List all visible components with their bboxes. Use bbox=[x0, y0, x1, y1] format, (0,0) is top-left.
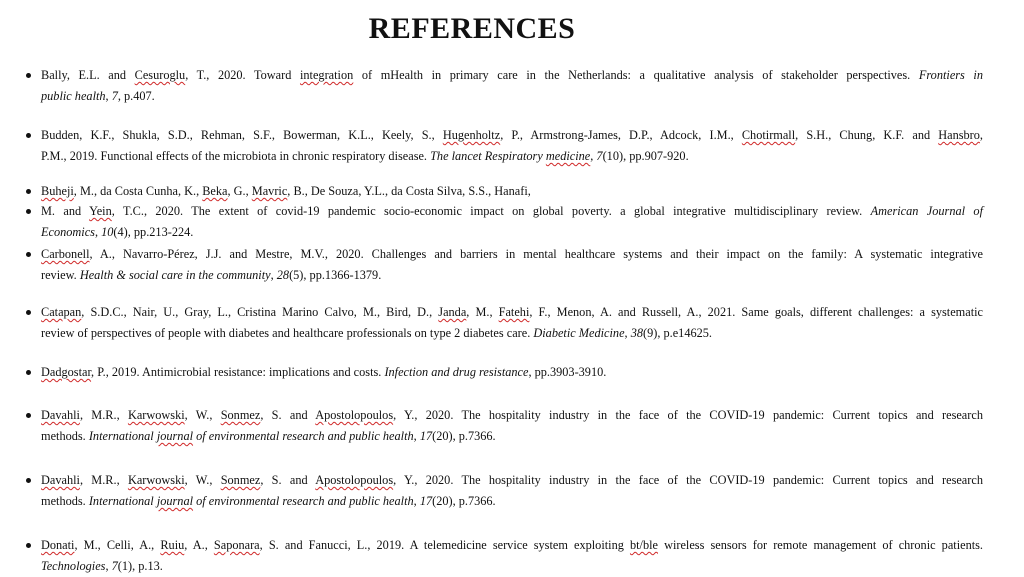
flagged-word: Catapan bbox=[41, 305, 82, 319]
text-run: , A., bbox=[184, 538, 214, 552]
flagged-word: Cesuroglu bbox=[134, 68, 186, 82]
text-run: 10 bbox=[101, 225, 114, 239]
text-run: , bbox=[105, 559, 112, 573]
text-run: 28 bbox=[276, 268, 290, 282]
text-run: Economics bbox=[41, 225, 95, 239]
flagged-word: Fatehi bbox=[498, 305, 530, 319]
flagged-word: Apostolopoulos bbox=[315, 473, 394, 487]
text-run: American Journal of bbox=[870, 204, 983, 218]
text-run: of environmental research and public health bbox=[193, 429, 414, 443]
reference-line bbox=[41, 470, 983, 491]
flagged-word: journal bbox=[156, 429, 194, 443]
text-run: of environmental research and public health bbox=[193, 494, 414, 508]
text-run: methods. bbox=[41, 494, 89, 508]
text-run: M. and bbox=[41, 204, 90, 218]
reference-line bbox=[41, 265, 983, 286]
text-run: of mHealth in primary care in the Netherlands: a qualitative analysis of stakeholder perspectives. bbox=[353, 68, 919, 82]
text-run: Diabetic Medicine bbox=[533, 326, 625, 340]
text-run: , bbox=[94, 225, 102, 239]
reference-line bbox=[41, 65, 983, 86]
text-run: , P., 2019. Antimicrobial resistance: implications and costs. bbox=[91, 365, 385, 379]
text-run: , B., De Souza, Y.L., da Costa Silva, S.S., Hanafi, bbox=[287, 184, 531, 198]
reference-item bbox=[41, 405, 983, 447]
text-run: , P., Armstrong-James, D.P., Adcock, I.M., bbox=[500, 128, 742, 142]
reference-item bbox=[41, 470, 983, 512]
flagged-word: Karwowski bbox=[127, 408, 185, 422]
text-run: , bbox=[624, 326, 631, 340]
text-run: review of perspectives of people with diabetes and healthcare professionals on type 2 diabetes care. bbox=[41, 326, 534, 340]
bullet-icon bbox=[26, 310, 31, 315]
text-run: The lancet Respiratory bbox=[430, 149, 546, 163]
text-run: , M.R., bbox=[79, 473, 128, 487]
text-run: 38 bbox=[630, 326, 643, 340]
bullet-icon bbox=[26, 252, 31, 257]
text-run: , M., bbox=[466, 305, 499, 319]
text-run: , T., 2020. Toward bbox=[185, 68, 300, 82]
text-run: public health bbox=[41, 89, 106, 103]
bullet-icon bbox=[26, 370, 31, 375]
text-run: Infection and drug resistance bbox=[384, 365, 529, 379]
text-run: review. bbox=[41, 268, 80, 282]
text-run: Health & social care in the community bbox=[79, 268, 271, 282]
flagged-word: Karwowski bbox=[127, 473, 185, 487]
reference-item bbox=[41, 65, 983, 107]
text-run: , bbox=[105, 89, 112, 103]
text-run: wireless sensors for remote management of chronic patients. bbox=[657, 538, 983, 552]
reference-line bbox=[41, 201, 983, 222]
text-run: (10), pp.907-920. bbox=[602, 149, 689, 163]
flagged-word: Davahli bbox=[41, 473, 80, 487]
text-run: , Y., 2020. The hospitality industry in the face of the COVID-19 pandemic: Current topics and research bbox=[393, 473, 983, 487]
text-run: , S. and bbox=[260, 473, 316, 487]
reference-line bbox=[41, 244, 983, 265]
bullet-icon bbox=[26, 133, 31, 138]
text-run: , W., bbox=[184, 408, 221, 422]
flagged-word: Chotirmall bbox=[741, 128, 796, 142]
flagged-word: Saponara bbox=[213, 538, 260, 552]
flagged-word: Hansbro bbox=[938, 128, 980, 142]
reference-line bbox=[41, 323, 983, 344]
flagged-word: Dadgostar bbox=[41, 365, 92, 379]
text-run: , bbox=[979, 128, 983, 142]
reference-line bbox=[41, 125, 983, 146]
reference-item bbox=[41, 125, 983, 167]
flagged-word: medicine bbox=[545, 149, 591, 163]
reference-line bbox=[41, 426, 983, 447]
flagged-word: Donati bbox=[41, 538, 75, 552]
flagged-word: Beka bbox=[202, 184, 228, 198]
text-run: 17 bbox=[419, 429, 433, 443]
text-run: , S.H., Chung, K.F. and bbox=[795, 128, 939, 142]
flagged-word: Carbonell bbox=[41, 247, 90, 261]
reference-line bbox=[41, 146, 983, 167]
flagged-word: journal bbox=[156, 494, 194, 508]
reference-line bbox=[41, 86, 983, 107]
reference-line bbox=[41, 181, 983, 202]
text-run: Bally, E.L. and bbox=[41, 68, 135, 82]
text-run: , bbox=[270, 268, 277, 282]
reference-line bbox=[41, 362, 983, 383]
reference-item bbox=[41, 362, 983, 383]
text-run: , F., Menon, A. and Russell, A., 2021. Same goals, different challenges: a systematic bbox=[529, 305, 983, 319]
text-run: , pp.3903-3910. bbox=[528, 365, 607, 379]
text-run: (4), pp.213-224. bbox=[113, 225, 194, 239]
flagged-word: bt/ble bbox=[629, 538, 658, 552]
text-run: , W., bbox=[184, 473, 221, 487]
text-run: , M., Celli, A., bbox=[74, 538, 161, 552]
flagged-word: Ruiu bbox=[160, 538, 185, 552]
text-run: , M.R., bbox=[79, 408, 128, 422]
flagged-word: integration bbox=[299, 68, 354, 82]
text-run: , S. and Fanucci, L., 2019. A telemedicine service system exploiting bbox=[259, 538, 630, 552]
bullet-icon bbox=[26, 543, 31, 548]
text-run: (20), p.7366. bbox=[432, 429, 496, 443]
text-run: , Y., 2020. The hospitality industry in the face of the COVID-19 pandemic: Current topics and research bbox=[393, 408, 983, 422]
reference-line bbox=[41, 491, 983, 512]
flagged-word: Sonmez bbox=[220, 408, 261, 422]
text-run: , T.C., 2020. The extent of covid-19 pandemic socio-economic impact on global poverty. a global integrative multidisciplinary review. bbox=[111, 204, 871, 218]
reference-line bbox=[41, 556, 983, 577]
text-run: 7 bbox=[111, 559, 118, 573]
reference-item bbox=[41, 201, 983, 243]
reference-item bbox=[41, 181, 983, 202]
flagged-word: Davahli bbox=[41, 408, 80, 422]
text-run: (1), p.13. bbox=[117, 559, 163, 573]
flagged-word: Mavric bbox=[251, 184, 288, 198]
bullet-icon bbox=[26, 73, 31, 78]
text-run: , M., da Costa Cunha, K., bbox=[73, 184, 203, 198]
text-run: 7 bbox=[111, 89, 118, 103]
text-run: 7 bbox=[596, 149, 603, 163]
text-run: International bbox=[88, 429, 157, 443]
reference-line bbox=[41, 535, 983, 556]
reference-item bbox=[41, 535, 983, 577]
flagged-word: Yein bbox=[89, 204, 112, 218]
text-run: P.M., 2019. Functional effects of the microbiota in chronic respiratory disease. bbox=[41, 149, 431, 163]
text-run: , bbox=[590, 149, 597, 163]
flagged-word: Sonmez bbox=[220, 473, 261, 487]
text-run: methods. bbox=[41, 429, 89, 443]
text-run: (5), pp.1366-1379. bbox=[289, 268, 382, 282]
text-run: 17 bbox=[419, 494, 433, 508]
reference-item bbox=[41, 244, 983, 286]
text-run: International bbox=[88, 494, 157, 508]
flagged-word: Apostolopoulos bbox=[315, 408, 394, 422]
page-title: REFERENCES bbox=[368, 12, 576, 45]
text-run: , S. and bbox=[260, 408, 316, 422]
reference-line bbox=[41, 405, 983, 426]
flagged-word: Janda bbox=[438, 305, 467, 319]
text-run: , bbox=[413, 494, 420, 508]
reference-line bbox=[41, 222, 983, 243]
bullet-icon bbox=[26, 478, 31, 483]
text-run: , S.D.C., Nair, U., Gray, L., Cristina Marino Calvo, M., Bird, D., bbox=[81, 305, 439, 319]
text-run: Frontiers in bbox=[918, 68, 983, 82]
bullet-icon bbox=[26, 413, 31, 418]
text-run: , bbox=[413, 429, 420, 443]
text-run: (9), p.e14625. bbox=[643, 326, 712, 340]
text-run: , p.407. bbox=[117, 89, 155, 103]
reference-line bbox=[41, 302, 983, 323]
text-run: Technologies bbox=[41, 559, 106, 573]
text-run: , A., Navarro-Pérez, J.J. and Mestre, M.V., 2020. Challenges and barriers in mental healthcare systems and their impact on the family: A systematic integrative bbox=[89, 247, 983, 261]
reference-item bbox=[41, 302, 983, 344]
bullet-icon bbox=[26, 209, 31, 214]
flagged-word: Buheji bbox=[41, 184, 74, 198]
flagged-word: Hugenholtz bbox=[442, 128, 501, 142]
text-run: (20), p.7366. bbox=[432, 494, 496, 508]
text-run: Budden, K.F., Shukla, S.D., Rehman, S.F., Bowerman, K.L., Keely, S., bbox=[41, 128, 443, 142]
bullet-icon bbox=[26, 189, 31, 194]
text-run: , G., bbox=[227, 184, 252, 198]
